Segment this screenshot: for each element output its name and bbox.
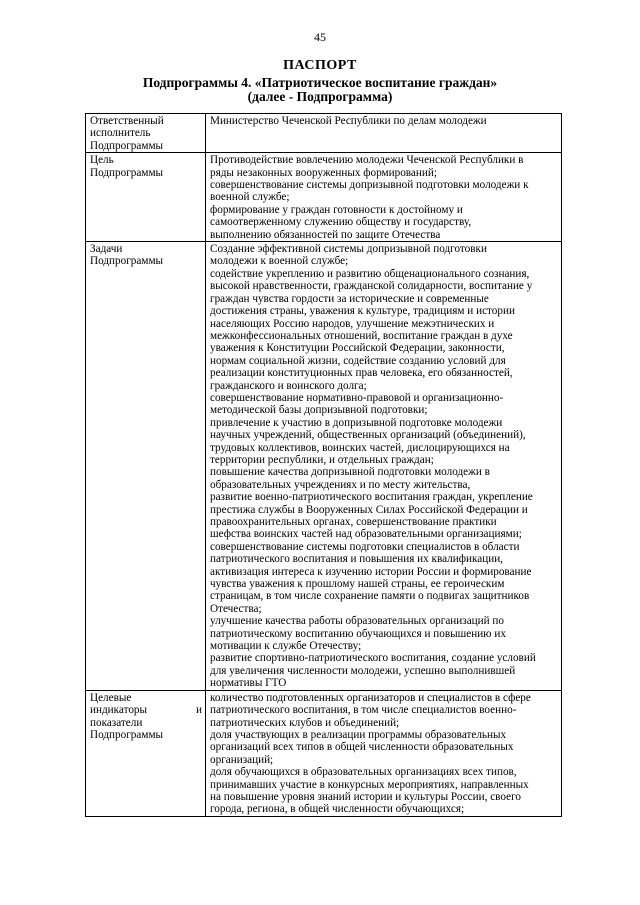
label-word: индикаторы — [90, 704, 148, 717]
table-row-indicators — [86, 690, 562, 816]
label-word: и — [196, 704, 202, 717]
row-label — [86, 690, 206, 816]
label-line: Целевые — [90, 691, 132, 704]
passport-table — [85, 113, 562, 817]
content-line: организаций; — [210, 753, 274, 766]
content-line: уважения к Конституции Российской Федерации, законности, — [210, 342, 505, 355]
content-line: повышение качества допризывной подготовки молодежи в — [210, 466, 490, 479]
label-line: показатели — [90, 716, 143, 729]
content-line: трудовых коллективов, воинских частей, дислоцирующихся на — [210, 441, 510, 454]
label-line: Ответственный — [90, 115, 164, 127]
subtitle-line: Подпрограммы 4. «Патриотическое воспитание граждан» — [142, 76, 498, 90]
content-line: улучшение качества работы образовательных организаций по — [210, 615, 505, 628]
label-line: исполнитель — [90, 127, 151, 140]
content-line: количество подготовленных организаторов и специалистов в сфере — [210, 691, 531, 704]
row-content — [206, 690, 562, 816]
content-line: престижа службы в Вооруженных Силах Российской Федерации и — [210, 503, 528, 516]
content-line: достижения страны, уважения к культуре, традициям и истории — [210, 305, 515, 318]
content-line: принимавших участие в конкурсных мероприятиях, направленных — [210, 778, 529, 791]
content-line: совершенствование системы подготовки специалистов в области — [210, 540, 520, 553]
content-line: граждан чувства гордости за исторические и современные — [210, 292, 489, 305]
content-line: развитие военно-патриотического воспитания граждан, укрепление — [210, 491, 533, 504]
content-line: выполнению обязанностей по защите Отечества — [210, 228, 441, 241]
content-line: патриотических клубов и объединений; — [210, 716, 400, 729]
content-line: Противодействие вовлечению молодежи Чеченской Республики в — [210, 154, 524, 167]
row-content — [206, 242, 562, 691]
content-line: города, региона, в общей численности обучающихся; — [210, 803, 465, 816]
content-line: на повышение уровня знаний истории и культуры России, своего — [210, 790, 521, 803]
content-line: совершенствование нормативно-правовой и организационно- — [210, 391, 504, 404]
content-line: Создание эффективной системы допризывной подготовки — [210, 243, 487, 256]
content-line: ряды незаконных вооруженных формирований; — [210, 166, 437, 179]
content-line: правоохранительных органах, совершенствование практики — [210, 516, 497, 528]
content-line: развитие спортивно-патриотического воспитания, создание условий — [210, 652, 536, 665]
label-line: Подпрограммы — [90, 255, 164, 268]
label-line: Подпрограммы — [90, 139, 164, 152]
table-row-responsible — [86, 114, 562, 153]
page-number: 45 — [314, 30, 326, 44]
content-line: страницам, в том числе сохранение памяти о подвигах защитников — [210, 590, 530, 603]
content-line: формирование у граждан готовности к достойному и — [210, 203, 463, 216]
content-line: организаций всех типов в общей численности образовательных — [210, 741, 514, 754]
content-line: привлечение к участию в допризывной подготовке молодежи — [210, 416, 503, 429]
label-line: Подпрограммы — [90, 728, 164, 741]
row-content — [206, 153, 562, 242]
content-line: патриотического воспитания, в том числе специалистов военно- — [210, 704, 517, 717]
content-line: содействие укреплению и развитию общенационального сознания, — [210, 267, 530, 280]
content-line: нормативы ГТО — [210, 677, 287, 690]
content-line: мотивации к службе Отечеству; — [210, 640, 362, 653]
row-label — [86, 153, 206, 242]
content-line: гражданского и воинского долга; — [210, 379, 367, 392]
label-line — [90, 704, 202, 716]
table-row-tasks — [86, 242, 562, 691]
content-line: Отечества; — [210, 602, 262, 615]
content-line: высокой нравственности, гражданской солидарности, воспитание у — [210, 280, 533, 293]
content-line: образовательных учреждениях и по месту жительства, — [210, 478, 471, 491]
content-line: научных учреждений, общественных организаций (объединений), — [210, 429, 526, 442]
content-line: самоотверженному служению обществу и государству, — [210, 216, 472, 229]
content-line: молодежи к военной службе; — [210, 255, 349, 268]
subtitle-line: (далее - Подпрограмма) — [247, 90, 393, 104]
content-line: межконфессиональных отношений, воспитание граждан в духе — [210, 329, 513, 342]
content-line: нормам социальной жизни, содействие созданию условий для — [210, 354, 506, 367]
content-line: активизация интереса к изучению истории России и формирование — [210, 565, 532, 578]
row-label — [86, 242, 206, 691]
content-line: шефства воинских частей над образовательными организациями; — [210, 528, 522, 541]
content-line: методической базы допризывной подготовки; — [210, 404, 428, 417]
content-line: военной службе; — [210, 191, 290, 204]
document-title: ПАСПОРТ — [283, 58, 357, 73]
document-subtitle — [0, 76, 640, 104]
content-line: территории республики, и отдельных граждан; — [210, 453, 434, 466]
content-line: чувства уважения к прошлому нашей страны, ее героическим — [210, 578, 505, 591]
row-label — [86, 114, 206, 153]
label-line: Цель — [90, 154, 114, 167]
content-line: совершенствование системы допризывной подготовки молодежи к — [210, 179, 529, 192]
row-content — [206, 114, 562, 153]
content-line: реализации конституционных прав человека, его обязанностей, — [210, 367, 513, 380]
content-line: доля участвующих в реализации программы образовательных — [210, 728, 507, 741]
content-line: Министерство Чеченской Республики по делам молодежи — [210, 115, 487, 127]
label-line: Подпрограммы — [90, 166, 164, 179]
content-line: населяющих Россию народов, улучшение межэтнических и — [210, 317, 495, 330]
content-line: патриотическому воспитанию обучающихся и повышению их — [210, 627, 506, 640]
content-line: патриотического воспитания и повышения их квалификации, — [210, 553, 503, 566]
content-line: доля обучающихся в образовательных организациях всех типов, — [210, 766, 517, 779]
label-line: Задачи — [90, 243, 123, 256]
content-line: для увеличения численности молодежи, успешно выполнившей — [210, 664, 516, 677]
table-row-goal — [86, 153, 562, 242]
